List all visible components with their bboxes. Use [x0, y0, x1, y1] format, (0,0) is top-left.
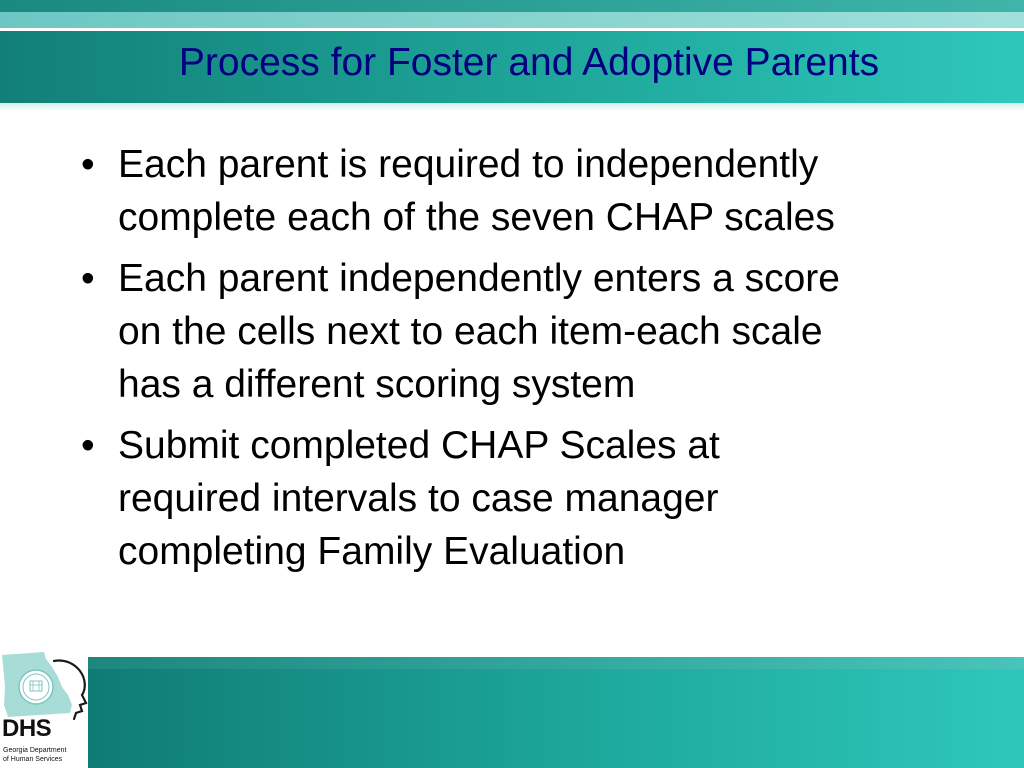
dhs-subtitle	[3, 746, 66, 764]
dhs-subtitle-line-1: Georgia Department	[3, 747, 67, 754]
bullet-line: Each parent is required to independently	[118, 143, 819, 186]
bullet-line: Submit completed CHAP Scales at	[118, 424, 720, 467]
bullet-line: complete each of the seven CHAP scales	[118, 196, 835, 239]
bullet-line: has a different scoring system	[118, 363, 636, 406]
bullet-item	[76, 419, 976, 578]
bullet-marker: •	[81, 143, 95, 186]
slide-title: Process for Foster and Adoptive Parents	[178, 41, 880, 84]
bullet-list	[76, 138, 976, 586]
header-stripe-light	[0, 12, 1024, 28]
bullet-marker: •	[81, 424, 95, 467]
header-stripe-dark	[0, 0, 1024, 12]
bullet-line: required intervals to case manager	[118, 477, 719, 520]
title-shadow	[0, 103, 1024, 111]
footer-band-highlight	[88, 657, 1024, 669]
bullet-item	[76, 252, 976, 411]
bullet-line: on the cells next to each item-each scale	[118, 310, 823, 353]
bullet-line: completing Family Evaluation	[118, 530, 626, 573]
bullet-item	[76, 138, 976, 244]
bullet-marker: •	[81, 257, 95, 300]
state-seal-icon	[19, 670, 53, 704]
dhs-logo	[0, 647, 88, 768]
footer-band	[88, 657, 1024, 768]
dhs-subtitle-line-2: of Human Services	[3, 756, 63, 763]
dhs-wordmark: DHS	[2, 715, 52, 742]
bullet-line: Each parent independently enters a score	[118, 257, 840, 300]
